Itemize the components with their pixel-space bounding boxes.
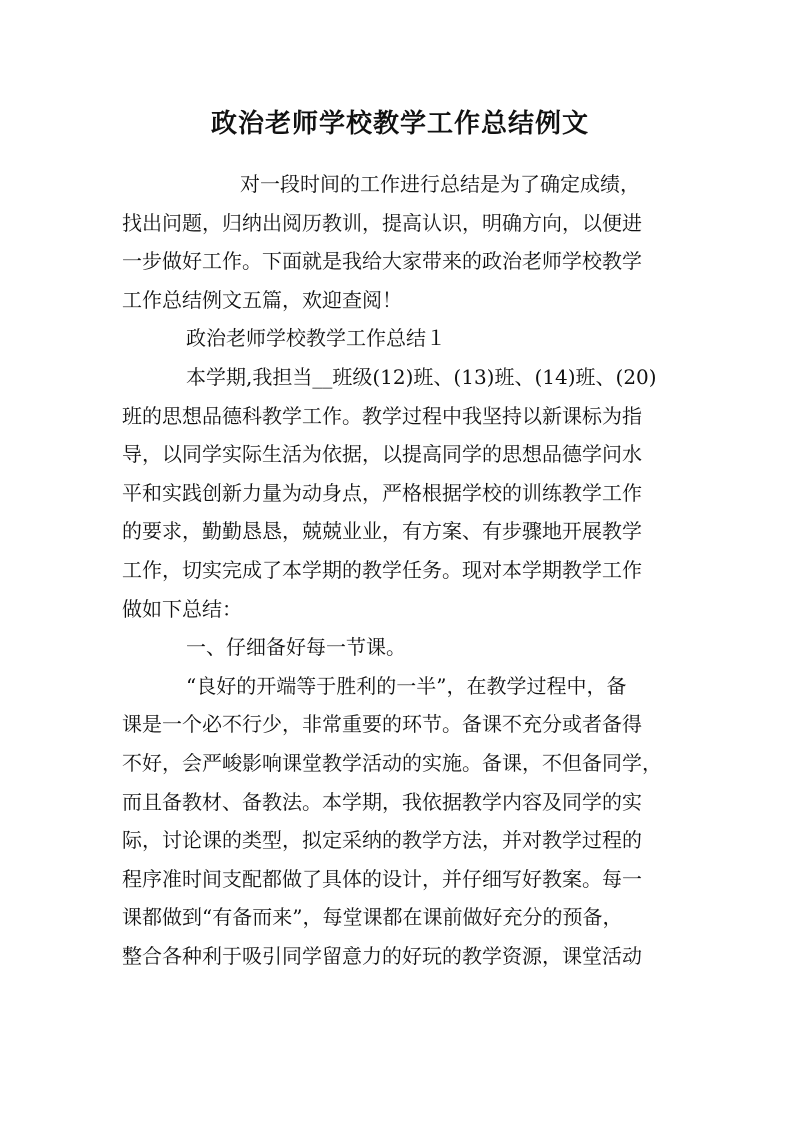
paragraph-line: 工作，切实完成了本学期的教学任务。现对本学期教学工作 xyxy=(122,557,642,582)
document-title: 政治老师学校教学工作总结例文 xyxy=(210,109,589,139)
paragraph-line: 导，以同学实际生活为依据，以提高同学的思想品德学问水 xyxy=(122,442,642,467)
paragraph-line: 本学期,我担当__班级(12)班、(13)班、(14)班、(20) xyxy=(186,364,657,389)
paragraph-line: 的要求，勤勤恳恳，兢兢业业，有方案、有步骤地开展教学 xyxy=(122,519,642,544)
section-heading: 一、仔细备好每一节课。 xyxy=(186,635,406,660)
paragraph-line: 平和实践创新力量为动身点，严格根据学校的训练教学工作 xyxy=(122,480,642,505)
paragraph-line: 做如下总结： xyxy=(122,596,242,621)
paragraph-line: 找出问题，归纳出阅历教训，提高认识，明确方向，以便进 xyxy=(122,210,642,235)
paragraph-line: “良好的开端等于胜利的一半”，在教学过程中，备 xyxy=(186,673,627,698)
paragraph-line: 课是一个必不行少，非常重要的环节。备课不充分或者备得 xyxy=(122,712,642,737)
section-heading: 政治老师学校教学工作总结１ xyxy=(186,326,446,351)
document-body xyxy=(122,165,692,975)
paragraph-line: 而且备教材、备教法。本学期，我依据教学内容及同学的实 xyxy=(122,789,642,814)
paragraph-line: 整合各种利于吸引同学留意力的好玩的教学资源，课堂活动 xyxy=(122,943,642,968)
paragraph-line: 不好，会严峻影响课堂教学活动的实施。备课，不但备同学， xyxy=(122,750,662,775)
paragraph-line: 际，讨论课的类型，拟定采纳的教学方法，并对教学过程的 xyxy=(122,828,642,853)
paragraph-line: 对一段时间的工作进行总结是为了确定成绩， xyxy=(240,172,640,196)
paragraph-line: 班的思想品德科教学工作。教学过程中我坚持以新课标为指 xyxy=(122,403,642,428)
paragraph-line: 程序准时间支配都做了具体的设计，并仔细写好教案。每一 xyxy=(122,866,642,891)
paragraph-line: 课都做到“有备而来”，每堂课都在课前做好充分的预备， xyxy=(122,905,623,930)
paragraph-line: 工作总结例文五篇，欢迎查阅！ xyxy=(122,287,402,312)
paragraph-line: 一步做好工作。下面就是我给大家带来的政治老师学校教学 xyxy=(122,249,642,274)
